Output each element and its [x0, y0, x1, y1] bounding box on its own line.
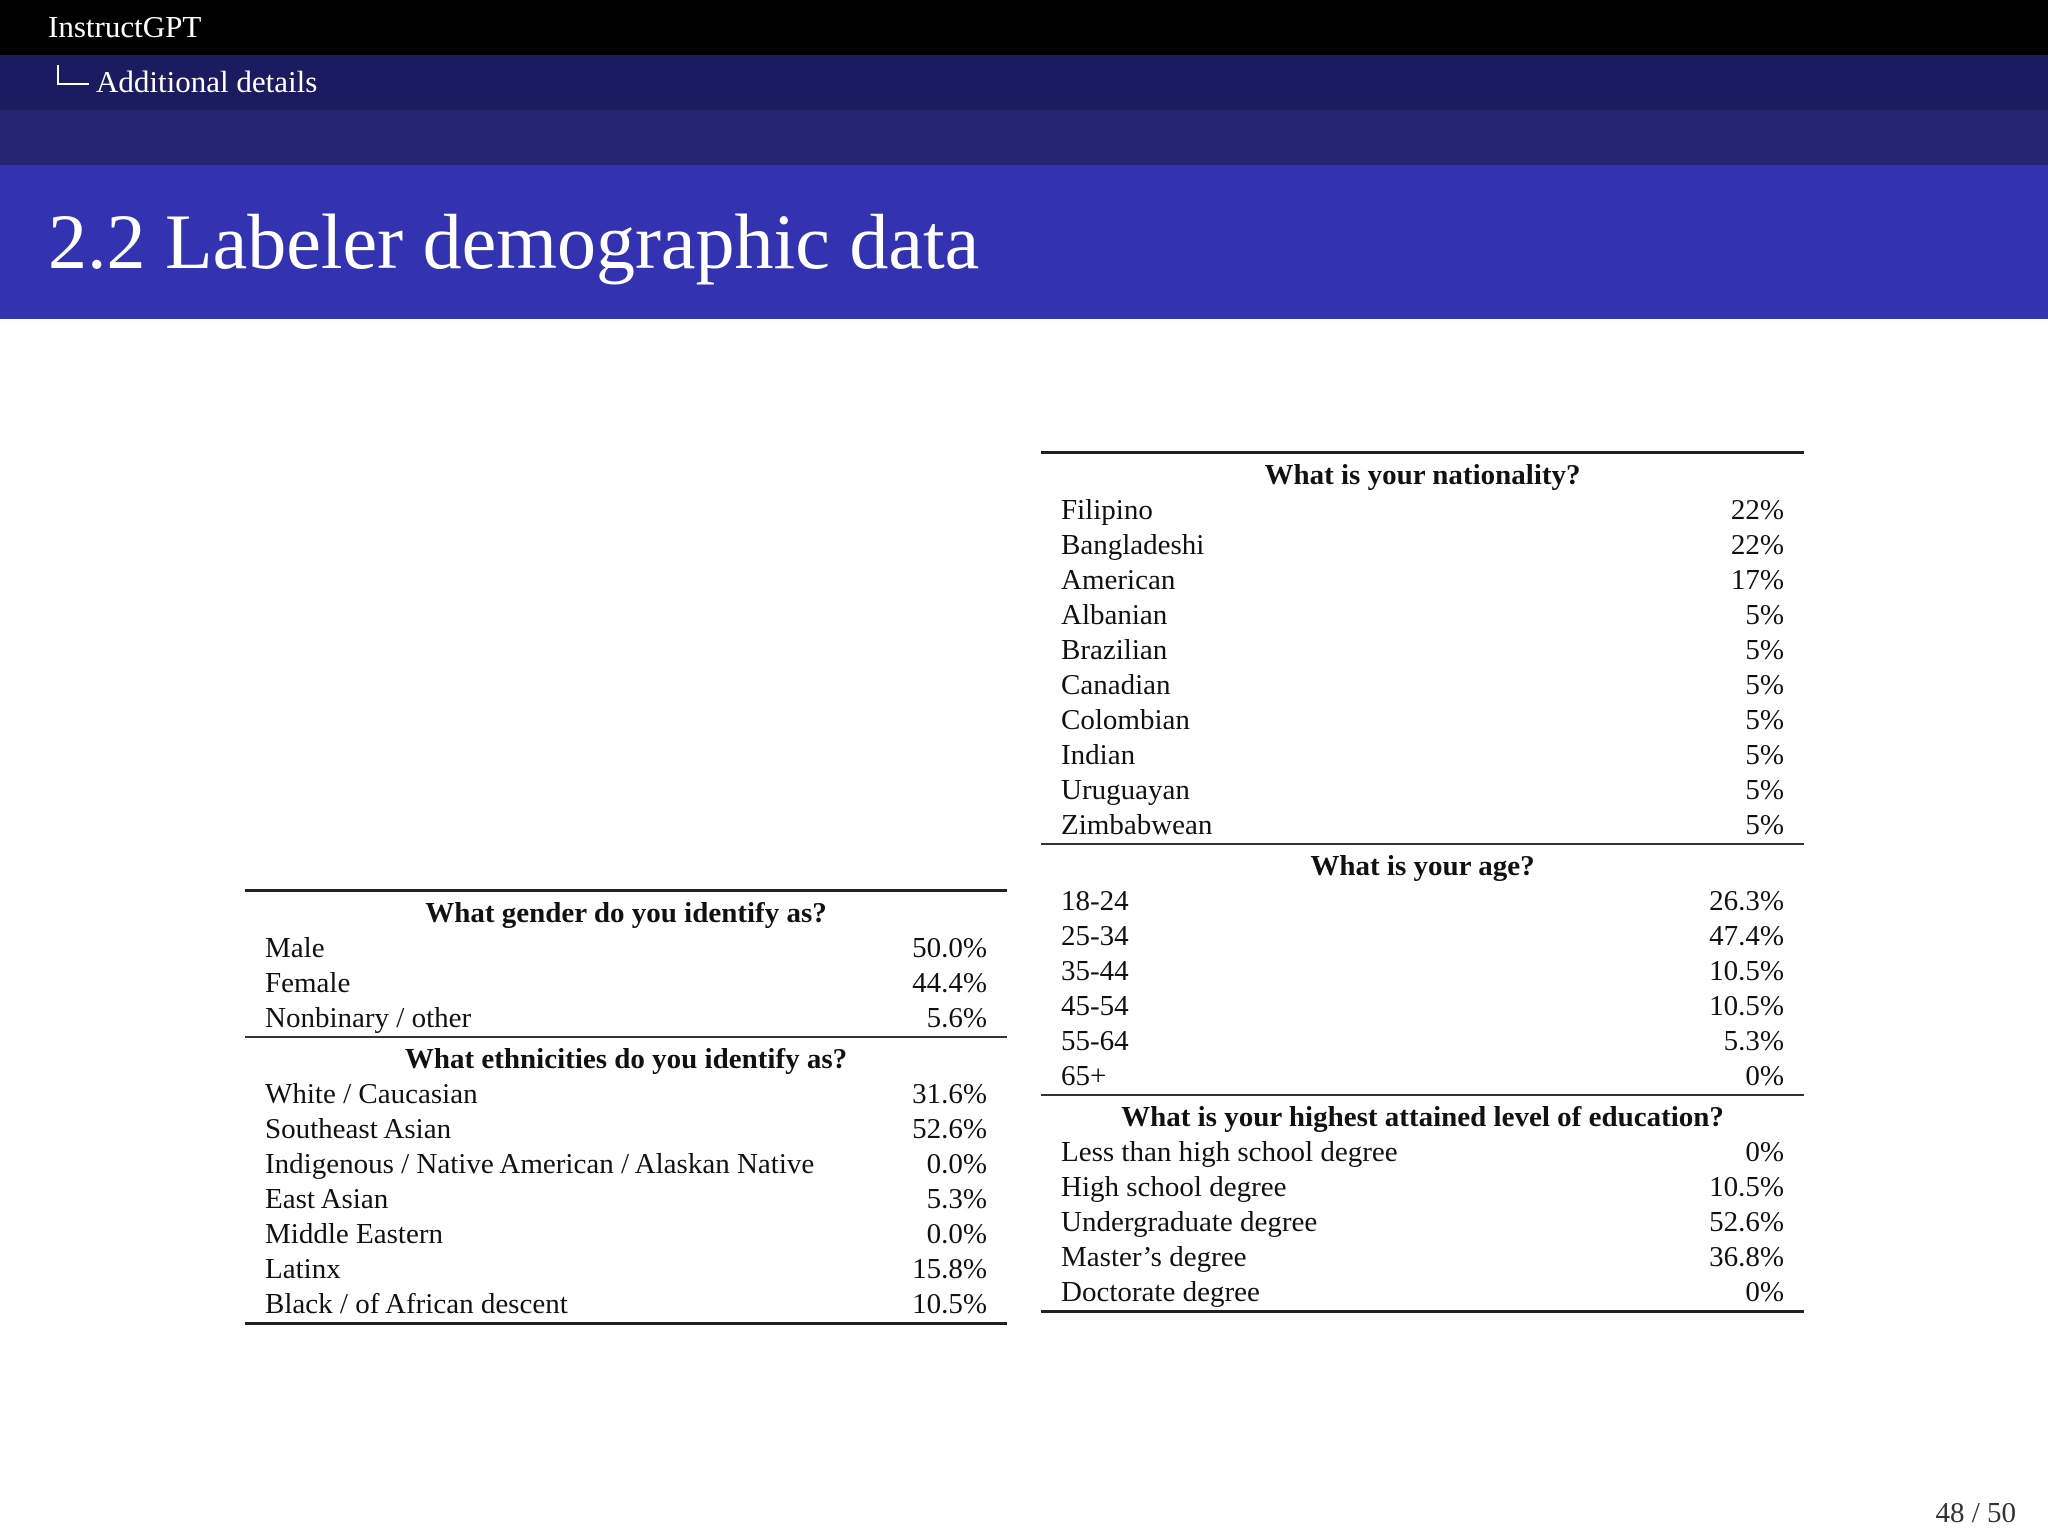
- row-value: 5%: [1745, 704, 1784, 736]
- row-value: 10.5%: [1709, 990, 1784, 1022]
- row-value: 0.0%: [926, 1148, 987, 1180]
- table-row: [1041, 989, 1804, 1024]
- row-label: 55-64: [1061, 1025, 1129, 1057]
- row-value: 52.6%: [912, 1113, 987, 1145]
- row-label: Filipino: [1061, 494, 1153, 526]
- row-value: 44.4%: [912, 967, 987, 999]
- row-label: 35-44: [1061, 955, 1129, 987]
- row-label: Female: [265, 967, 351, 999]
- row-value: 10.5%: [1709, 955, 1784, 987]
- nationality-age-education-table: [1041, 451, 1804, 1313]
- table-bottom-rule: [245, 1322, 1007, 1325]
- question-header: What is your nationality?: [1264, 459, 1581, 491]
- row-label: Doctorate degree: [1061, 1276, 1260, 1308]
- row-label: Male: [265, 932, 325, 964]
- row-label: 18-24: [1061, 885, 1129, 917]
- table-bottom-rule: [1041, 1310, 1804, 1313]
- subsection-bar: [0, 110, 2048, 165]
- row-label: Southeast Asian: [265, 1113, 452, 1145]
- row-value: 0.0%: [926, 1218, 987, 1250]
- table-row: [1041, 493, 1804, 528]
- table-row: [1041, 884, 1804, 919]
- row-value: 31.6%: [912, 1078, 987, 1110]
- header-bar: [0, 0, 2048, 55]
- row-value: 47.4%: [1709, 920, 1784, 952]
- row-label: Less than high school degree: [1061, 1136, 1398, 1168]
- table-section: [1041, 843, 1804, 1094]
- row-value: 5%: [1745, 809, 1784, 841]
- table-section: [245, 889, 1007, 1036]
- row-value: 5.6%: [926, 1002, 987, 1034]
- table-row: [245, 931, 1007, 966]
- row-label: Latinx: [265, 1253, 341, 1285]
- row-label: Indian: [1061, 739, 1136, 771]
- row-value: 10.5%: [912, 1288, 987, 1320]
- table-row: [245, 1077, 1007, 1112]
- table-row: [245, 1252, 1007, 1287]
- table-row: [1041, 1024, 1804, 1059]
- section-title: Additional details: [96, 64, 318, 99]
- table-row: [245, 1182, 1007, 1217]
- row-label: Nonbinary / other: [265, 1002, 472, 1034]
- row-value: 36.8%: [1709, 1241, 1784, 1273]
- table-row: [245, 1287, 1007, 1322]
- table-row: [245, 1147, 1007, 1182]
- row-label: Undergraduate degree: [1061, 1206, 1318, 1238]
- row-value: 22%: [1730, 529, 1784, 561]
- row-value: 50.0%: [912, 932, 987, 964]
- table-row: [1041, 919, 1804, 954]
- gender-ethnicity-table: [245, 889, 1007, 1325]
- row-value: 5.3%: [1723, 1025, 1784, 1057]
- row-value: 22%: [1730, 494, 1784, 526]
- row-value: 5%: [1745, 634, 1784, 666]
- row-value: 5%: [1745, 669, 1784, 701]
- table-row: [1041, 1240, 1804, 1275]
- row-value: 17%: [1730, 564, 1784, 596]
- table-row: [1041, 1135, 1804, 1170]
- row-value: 0%: [1745, 1060, 1784, 1092]
- table-row: [1041, 773, 1804, 808]
- table-row: [1041, 1170, 1804, 1205]
- row-label: Colombian: [1061, 704, 1190, 736]
- table-row: [245, 1001, 1007, 1036]
- question-header: What gender do you identify as?: [425, 897, 827, 929]
- row-label: Albanian: [1061, 599, 1168, 631]
- table-row: [1041, 1275, 1804, 1310]
- row-label: Master’s degree: [1061, 1241, 1247, 1273]
- row-label: High school degree: [1061, 1171, 1287, 1203]
- row-label: Bangladeshi: [1061, 529, 1205, 561]
- row-value: 5.3%: [926, 1183, 987, 1215]
- table-row: [245, 1217, 1007, 1252]
- row-label: Zimbabwean: [1061, 809, 1213, 841]
- row-value: 5%: [1745, 599, 1784, 631]
- table-row: [1041, 668, 1804, 703]
- row-value: 15.8%: [912, 1253, 987, 1285]
- table-row: [245, 1112, 1007, 1147]
- table-section: [1041, 1094, 1804, 1310]
- row-label: Canadian: [1061, 669, 1171, 701]
- row-label: East Asian: [265, 1183, 389, 1215]
- row-value: 0%: [1745, 1276, 1784, 1308]
- table-row: [1041, 528, 1804, 563]
- row-label: 65+: [1061, 1060, 1107, 1092]
- row-label: White / Caucasian: [265, 1078, 478, 1110]
- row-label: 25-34: [1061, 920, 1129, 952]
- table-row: [1041, 1205, 1804, 1240]
- table-row: [1041, 1059, 1804, 1094]
- table-section: [1041, 451, 1804, 843]
- row-label: American: [1061, 564, 1176, 596]
- question-header: What ethnicities do you identify as?: [404, 1043, 848, 1075]
- row-value: 52.6%: [1709, 1206, 1784, 1238]
- row-value: 5%: [1745, 739, 1784, 771]
- table-row: [1041, 563, 1804, 598]
- page-number: 48 / 50: [1935, 1497, 2016, 1529]
- row-value: 5%: [1745, 774, 1784, 806]
- row-value: 0%: [1745, 1136, 1784, 1168]
- document-title: InstructGPT: [48, 9, 202, 44]
- question-header: What is your age?: [1310, 850, 1535, 882]
- section-bar: [0, 55, 2048, 110]
- row-label: Middle Eastern: [265, 1218, 443, 1250]
- table-row: [1041, 954, 1804, 989]
- row-label: Black / of African descent: [265, 1288, 568, 1320]
- table-row: [1041, 633, 1804, 668]
- row-label: 45-54: [1061, 990, 1129, 1022]
- table-section: [245, 1036, 1007, 1322]
- row-label: Uruguayan: [1061, 774, 1190, 806]
- row-value: 10.5%: [1709, 1171, 1784, 1203]
- frame-title-bar: [0, 165, 2048, 319]
- row-label: Indigenous / Native American / Alaskan Native: [265, 1148, 815, 1180]
- row-label: Brazilian: [1061, 634, 1168, 666]
- question-header: What is your highest attained level of education?: [1121, 1101, 1724, 1133]
- table-row: [1041, 808, 1804, 843]
- table-row: [245, 966, 1007, 1001]
- row-value: 26.3%: [1709, 885, 1784, 917]
- table-row: [1041, 738, 1804, 773]
- table-row: [1041, 598, 1804, 633]
- frame-title: 2.2 Labeler demographic data: [48, 198, 980, 285]
- table-row: [1041, 703, 1804, 738]
- tree-branch-icon: [57, 65, 89, 85]
